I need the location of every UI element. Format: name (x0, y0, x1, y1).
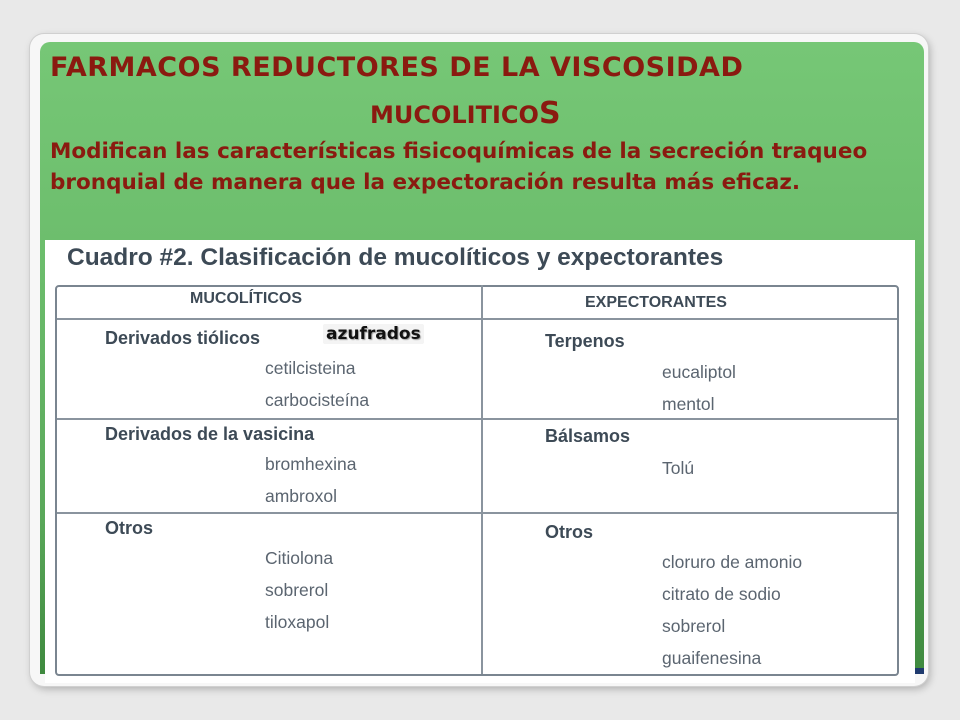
group-balsamos: Bálsamos (545, 426, 631, 446)
slide-subtitle (370, 96, 561, 131)
group-derivados-tiolicos: Derivados tiólicos (105, 328, 261, 348)
scanned-table-image (45, 240, 915, 683)
list-item: eucaliptol (662, 362, 736, 382)
list-item: guaifenesina (662, 648, 762, 668)
subtitle-last-letter: S (538, 96, 561, 131)
list-item: cloruro de amonio (662, 552, 803, 572)
group-terpenos: Terpenos (545, 331, 625, 351)
list-item: Citiolona (265, 548, 334, 568)
list-item: sobrerol (662, 616, 726, 636)
list-item: mentol (662, 394, 715, 414)
panel-edge-strip (915, 240, 924, 674)
group-derivados-vasicina: Derivados de la vasicina (105, 424, 315, 444)
slide-title: FARMACOS REDUCTORES DE LA VISCOSIDAD (50, 52, 744, 83)
list-item: ambroxol (265, 486, 337, 506)
list-item: tiloxapol (265, 612, 330, 632)
list-item: bromhexina (265, 454, 357, 474)
row-divider-2 (57, 512, 897, 514)
column-header-mucoliticos: MUCOLÍTICOS (190, 290, 302, 307)
slide-description: Modifican las características fisicoquímicas de la secreción traqueo bronquial de manera que la expectoración resulta más eficaz. (50, 139, 868, 195)
list-item: citrato de sodio (662, 584, 781, 604)
group-otros-expectorantes: Otros (545, 522, 594, 542)
column-divider (481, 285, 483, 674)
panel-corner-accent (915, 668, 924, 674)
header-row-divider (57, 318, 897, 320)
table-heading: Cuadro #2. Clasificación de mucolíticos y expectorantes (67, 244, 724, 271)
list-item: Tolú (662, 458, 695, 478)
list-item: cetilcisteina (265, 358, 356, 378)
annotation-azufrados: azufrados (323, 324, 424, 344)
list-item: sobrerol (265, 580, 329, 600)
column-header-expectorantes: EXPECTORANTES (585, 294, 727, 311)
list-item: carbocisteína (265, 390, 370, 410)
group-otros-mucoliticos: Otros (105, 518, 154, 538)
subtitle-main: MUCOLITICO (370, 101, 539, 129)
row-divider-1 (57, 418, 897, 420)
